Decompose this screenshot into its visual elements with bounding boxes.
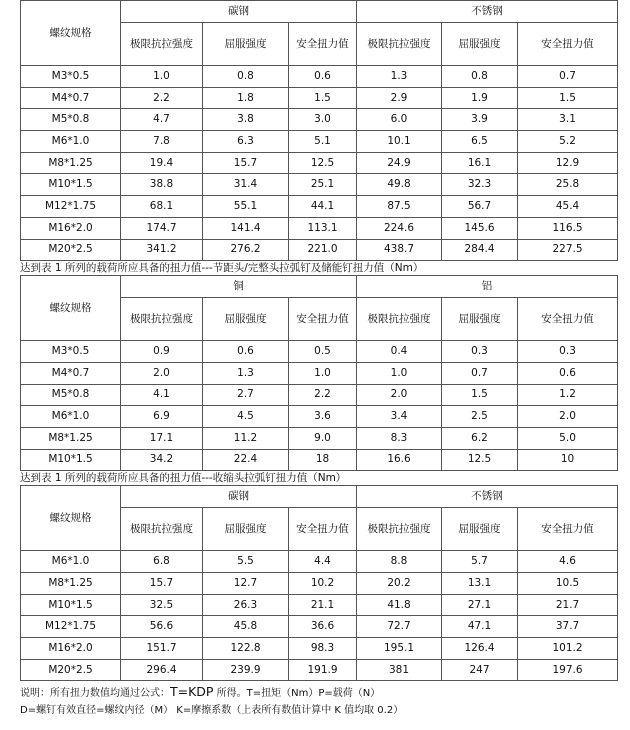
value-cell: 224.6 [357,217,442,239]
sub-header: 安全扭力值 [518,23,618,66]
value-cell: 56.7 [442,196,518,218]
value-cell: 36.6 [289,616,357,638]
sub-header: 安全扭力值 [518,508,618,551]
value-cell: 1.2 [518,384,618,406]
value-cell: 15.7 [121,573,203,595]
thread-spec-cell: M20*2.5 [21,239,121,261]
value-cell: 145.6 [442,217,518,239]
table-row [21,196,618,218]
value-cell: 26.3 [203,594,289,616]
table-row [21,109,618,131]
sub-header: 屈服强度 [442,298,518,341]
formula: T=KDP [170,684,214,700]
value-cell: 12.7 [203,573,289,595]
value-cell: 32.3 [442,174,518,196]
value-cell: 247 [442,659,518,681]
value-cell: 151.7 [121,638,203,660]
value-cell: 0.6 [203,341,289,363]
value-cell: 6.8 [121,551,203,573]
formula-note [20,683,617,719]
value-cell: 27.1 [442,594,518,616]
thread-spec-cell: M6*1.0 [21,551,121,573]
value-cell: 68.1 [121,196,203,218]
value-cell: 24.9 [357,152,442,174]
value-cell: 13.1 [442,573,518,595]
value-cell: 0.8 [442,66,518,88]
value-cell: 438.7 [357,239,442,261]
value-cell: 12.9 [518,152,618,174]
value-cell: 5.5 [203,551,289,573]
table-row [21,659,618,681]
value-cell: 296.4 [121,659,203,681]
table2-caption: 达到表 1 所列的载荷所应具备的扭力值---节距头/完整头拉弧钉及储能钉扭力值（Nm） [20,262,424,275]
value-cell: 1.8 [203,87,289,109]
thread-spec-header: 螺纹规格 [21,276,121,341]
document [20,0,617,719]
value-cell: 1.3 [357,66,442,88]
table-row [21,131,618,153]
note-line-2: D=螺钉有效直径=螺纹内径（M） K=摩擦系数（上表所有数值计算中 K 值均取 0.2） [20,705,404,717]
value-cell: 2.0 [121,362,203,384]
value-cell: 6.9 [121,406,203,428]
sub-header: 极限抗拉强度 [357,298,442,341]
value-cell: 2.0 [357,384,442,406]
value-cell: 17.1 [121,427,203,449]
table-row [21,152,618,174]
value-cell: 239.9 [203,659,289,681]
value-cell: 6.3 [203,131,289,153]
value-cell: 0.7 [442,362,518,384]
sub-header: 安全扭力值 [289,508,357,551]
thread-spec-cell: M8*1.25 [21,427,121,449]
table-row [21,551,618,573]
value-cell: 4.6 [518,551,618,573]
value-cell: 122.8 [203,638,289,660]
value-cell: 12.5 [289,152,357,174]
torque-table-carbon-stainless [20,0,618,261]
sub-header: 极限抗拉强度 [357,508,442,551]
value-cell: 0.9 [121,341,203,363]
value-cell: 191.9 [289,659,357,681]
thread-spec-cell: M20*2.5 [21,659,121,681]
sub-header: 极限抗拉强度 [121,508,203,551]
value-cell: 20.2 [357,573,442,595]
value-cell: 16.6 [357,449,442,471]
value-cell: 44.1 [289,196,357,218]
value-cell: 87.5 [357,196,442,218]
table-row [21,616,618,638]
thread-spec-cell: M12*1.75 [21,196,121,218]
value-cell: 10.2 [289,573,357,595]
thread-spec-cell: M5*0.8 [21,384,121,406]
group-header-aluminum: 铝 [357,276,618,298]
note-line-1 [20,683,617,702]
value-cell: 55.1 [203,196,289,218]
sub-header: 屈服强度 [203,298,289,341]
thread-spec-cell: M4*0.7 [21,87,121,109]
value-cell: 5.2 [518,131,618,153]
value-cell: 0.4 [357,341,442,363]
table-row [21,217,618,239]
value-cell: 101.2 [518,638,618,660]
torque-table-shrink-head [20,485,618,681]
value-cell: 45.4 [518,196,618,218]
thread-spec-cell: M6*1.0 [21,406,121,428]
value-cell: 25.8 [518,174,618,196]
value-cell: 0.5 [289,341,357,363]
value-cell: 4.7 [121,109,203,131]
value-cell: 5.1 [289,131,357,153]
torque-table-copper-aluminum [20,275,618,471]
value-cell: 4.5 [203,406,289,428]
value-cell: 3.0 [289,109,357,131]
value-cell: 2.0 [518,406,618,428]
value-cell: 116.5 [518,217,618,239]
value-cell: 4.4 [289,551,357,573]
table-row [21,384,618,406]
value-cell: 3.9 [442,109,518,131]
value-cell: 0.6 [289,66,357,88]
table-row [21,638,618,660]
note-suffix: 所得。T=扭矩（Nm）P=载荷（N） [213,688,381,700]
thread-spec-cell: M6*1.0 [21,131,121,153]
value-cell: 3.4 [357,406,442,428]
thread-spec-cell: M3*0.5 [21,341,121,363]
value-cell: 4.1 [121,384,203,406]
table-row [21,594,618,616]
value-cell: 31.4 [203,174,289,196]
value-cell: 11.2 [203,427,289,449]
value-cell: 5.0 [518,427,618,449]
sub-header: 安全扭力值 [289,298,357,341]
value-cell: 6.0 [357,109,442,131]
thread-spec-cell: M16*2.0 [21,217,121,239]
value-cell: 19.4 [121,152,203,174]
thread-spec-cell: M3*0.5 [21,66,121,88]
thread-spec-cell: M8*1.25 [21,152,121,174]
value-cell: 2.5 [442,406,518,428]
sub-header: 屈服强度 [203,23,289,66]
value-cell: 16.1 [442,152,518,174]
note-prefix: 说明：所有扭力数值均通过公式： [20,688,170,700]
value-cell: 18 [289,449,357,471]
value-cell: 98.3 [289,638,357,660]
value-cell: 221.0 [289,239,357,261]
thread-spec-cell: M12*1.75 [21,616,121,638]
value-cell: 341.2 [121,239,203,261]
value-cell: 276.2 [203,239,289,261]
value-cell: 32.5 [121,594,203,616]
thread-spec-cell: M8*1.25 [21,573,121,595]
value-cell: 10 [518,449,618,471]
value-cell: 126.4 [442,638,518,660]
sub-header: 极限抗拉强度 [357,23,442,66]
thread-spec-cell: M10*1.5 [21,594,121,616]
sub-header: 屈服强度 [442,508,518,551]
value-cell: 141.4 [203,217,289,239]
value-cell: 1.9 [442,87,518,109]
group-header-stainless-steel: 不锈钢 [357,486,618,508]
table-row [21,362,618,384]
value-cell: 49.8 [357,174,442,196]
value-cell: 47.1 [442,616,518,638]
table3-caption: 达到表 1 所列的载荷所应具备的扭力值---收缩头拉弧钉扭力值（Nm） [20,472,347,485]
value-cell: 45.8 [203,616,289,638]
group-header-carbon-steel: 碳钢 [121,486,357,508]
group-header-carbon-steel: 碳钢 [121,1,357,23]
group-header-copper: 铜 [121,276,357,298]
table-row [21,239,618,261]
table-row [21,573,618,595]
value-cell: 3.8 [203,109,289,131]
value-cell: 34.2 [121,449,203,471]
value-cell: 0.3 [518,341,618,363]
value-cell: 6.2 [442,427,518,449]
thread-spec-header: 螺纹规格 [21,486,121,551]
value-cell: 56.6 [121,616,203,638]
value-cell: 21.1 [289,594,357,616]
thread-spec-cell: M4*0.7 [21,362,121,384]
value-cell: 2.9 [357,87,442,109]
value-cell: 284.4 [442,239,518,261]
value-cell: 195.1 [357,638,442,660]
thread-spec-cell: M10*1.5 [21,449,121,471]
table-row [21,174,618,196]
value-cell: 0.7 [518,66,618,88]
group-header-stainless-steel: 不锈钢 [357,1,618,23]
sub-header: 安全扭力值 [289,23,357,66]
value-cell: 2.7 [203,384,289,406]
table-row [21,341,618,363]
value-cell: 8.3 [357,427,442,449]
value-cell: 174.7 [121,217,203,239]
sub-header: 屈服强度 [203,508,289,551]
value-cell: 15.7 [203,152,289,174]
sub-header: 极限抗拉强度 [121,298,203,341]
value-cell: 227.5 [518,239,618,261]
value-cell: 22.4 [203,449,289,471]
value-cell: 10.5 [518,573,618,595]
thread-spec-header: 螺纹规格 [21,1,121,66]
value-cell: 2.2 [121,87,203,109]
value-cell: 1.0 [357,362,442,384]
value-cell: 1.5 [518,87,618,109]
value-cell: 9.0 [289,427,357,449]
value-cell: 38.8 [121,174,203,196]
value-cell: 25.1 [289,174,357,196]
value-cell: 1.0 [121,66,203,88]
table-row [21,87,618,109]
thread-spec-cell: M5*0.8 [21,109,121,131]
value-cell: 10.1 [357,131,442,153]
thread-spec-cell: M10*1.5 [21,174,121,196]
value-cell: 197.6 [518,659,618,681]
value-cell: 1.0 [289,362,357,384]
value-cell: 8.8 [357,551,442,573]
value-cell: 2.2 [289,384,357,406]
sub-header: 安全扭力值 [518,298,618,341]
value-cell: 0.8 [203,66,289,88]
table-row [21,427,618,449]
value-cell: 21.7 [518,594,618,616]
value-cell: 37.7 [518,616,618,638]
value-cell: 41.8 [357,594,442,616]
value-cell: 0.6 [518,362,618,384]
table-row [21,66,618,88]
value-cell: 3.1 [518,109,618,131]
value-cell: 12.5 [442,449,518,471]
value-cell: 1.5 [442,384,518,406]
value-cell: 5.7 [442,551,518,573]
sub-header: 极限抗拉强度 [121,23,203,66]
value-cell: 381 [357,659,442,681]
value-cell: 0.3 [442,341,518,363]
table-row [21,449,618,471]
value-cell: 6.5 [442,131,518,153]
value-cell: 1.5 [289,87,357,109]
thread-spec-cell: M16*2.0 [21,638,121,660]
value-cell: 3.6 [289,406,357,428]
table-row [21,406,618,428]
value-cell: 7.8 [121,131,203,153]
sub-header: 屈服强度 [442,23,518,66]
value-cell: 1.3 [203,362,289,384]
value-cell: 72.7 [357,616,442,638]
value-cell: 113.1 [289,217,357,239]
